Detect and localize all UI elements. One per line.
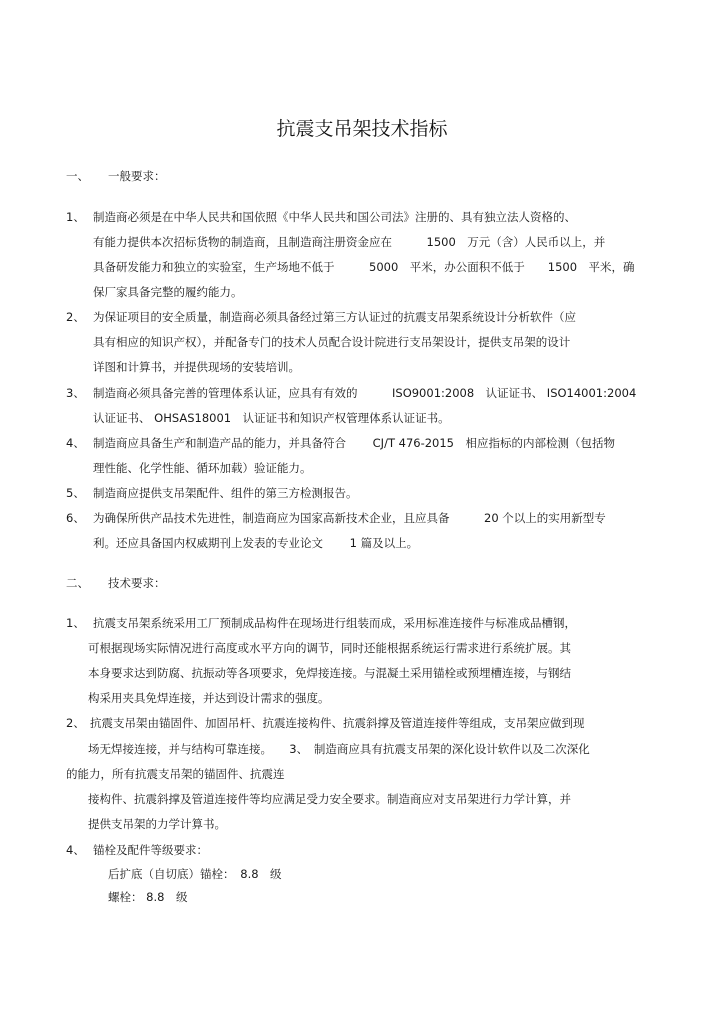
- item-number: 6、: [66, 511, 85, 525]
- item-text-line: 详图和计算书，并提供现场的安装培训。: [93, 360, 300, 374]
- item-text-line: 为保证项目的安全质量，制造商必须具备经过第三方认证过的抗震支吊架系统设计分析软件（应: [93, 310, 576, 324]
- item-text-line: 认证证书、 OHSAS18001 认证证书和知识产权管理体系认证证书。: [93, 411, 450, 425]
- item-text-line: 接构件、抗震斜撑及管道连接件等均应满足受力安全要求。制造商应对支吊架进行力学计算，并: [88, 792, 571, 806]
- item-text-line: 提供支吊架的力学计算书。: [88, 817, 226, 831]
- item-text-line: 制造商必须具备完善的管理体系认证，应具有有效的 ISO9001:2008 认证证书、 ISO14001:2004: [93, 386, 637, 400]
- item-text-line: 锚栓及配件等级要求：: [93, 843, 208, 857]
- item-text-line: 为确保所供产品技术先进性，制造商应为国家高新技术企业，且应具备 20 个以上的实用新型专: [93, 511, 606, 525]
- item-number: 4、: [66, 436, 85, 450]
- page-title: 抗震支吊架技术指标: [276, 118, 448, 140]
- item-text-line: 螺栓： 8.8 级: [108, 890, 188, 904]
- item-number: 5、: [66, 486, 85, 500]
- item-text-line: 可根据现场实际情况进行高度或水平方向的调节，同时还能根据系统运行需求进行系统扩展。其: [88, 641, 571, 655]
- item-text-line: 制造商必须是在中华人民共和国依照《中华人民共和国公司法》注册的、具有独立法人资格的、: [93, 210, 576, 224]
- item-number: 1、: [66, 210, 85, 224]
- item-text-line: 抗震支吊架系统采用工厂预制成品构件在现场进行组装而成，采用标准连接件与标准成品槽钢，: [93, 616, 576, 630]
- item-text-line: 制造商应提供支吊架配件、组件的第三方检测报告。: [93, 486, 358, 500]
- item-text-line: 本身要求达到防腐、抗振动等各项要求，免焊接连接。与混凝土采用锚栓或预埋槽连接，与钢结: [88, 666, 571, 680]
- item-number: 1、: [66, 616, 85, 630]
- section-number: 二、: [66, 576, 89, 590]
- item-text-line: 抗震支吊架由锚固件、加固吊杆、抗震连接构件、抗震斜撑及管道连接件等组成，支吊架应做到现: [90, 716, 585, 730]
- item-text-line: 的能力，所有抗震支吊架的锚固件、抗震连: [66, 767, 285, 781]
- item-text-line: 利。还应具备国内权威期刊上发表的专业论文 1 篇及以上。: [93, 536, 419, 550]
- item-number: 4、: [66, 843, 85, 857]
- item-text-line: 制造商应具备生产和制造产品的能力，并具备符合 CJ/T 476-2015 相应指标的内部检测（包括物: [93, 436, 615, 450]
- item-text-line: 后扩底（自切底）锚栓： 8.8 级: [108, 867, 282, 881]
- item-text-line: 场无焊接连接，并与结构可靠连接。 3、 制造商应具有抗震支吊架的深化设计软件以及二次深化: [88, 742, 590, 756]
- item-text-line: 理性能、化学性能、循环加载）验证能力。: [93, 461, 312, 475]
- item-text-line: 具有相应的知识产权），并配备专门的技术人员配合设计院进行支吊架设计，提供支吊架的设计: [93, 335, 571, 349]
- section-number: 一、: [66, 169, 89, 183]
- item-text-line: 有能力提供本次招标货物的制造商，且制造商注册资金应在 1500 万元（含）人民币以上，并: [93, 235, 606, 249]
- item-number: 2、: [66, 310, 85, 324]
- item-number: 3、: [66, 386, 85, 400]
- section-heading: 一般要求：: [108, 169, 166, 183]
- item-number: 2、: [66, 716, 85, 730]
- item-text-line: 具备研发能力和独立的实验室，生产场地不低于 5000 平米，办公面积不低于 1500 平米，确: [93, 260, 635, 274]
- item-text-line: 构采用夹具免焊连接，并达到设计需求的强度。: [88, 691, 330, 705]
- item-text-line: 保厂家具备完整的履约能力。: [93, 285, 243, 299]
- section-heading: 技术要求：: [108, 576, 166, 590]
